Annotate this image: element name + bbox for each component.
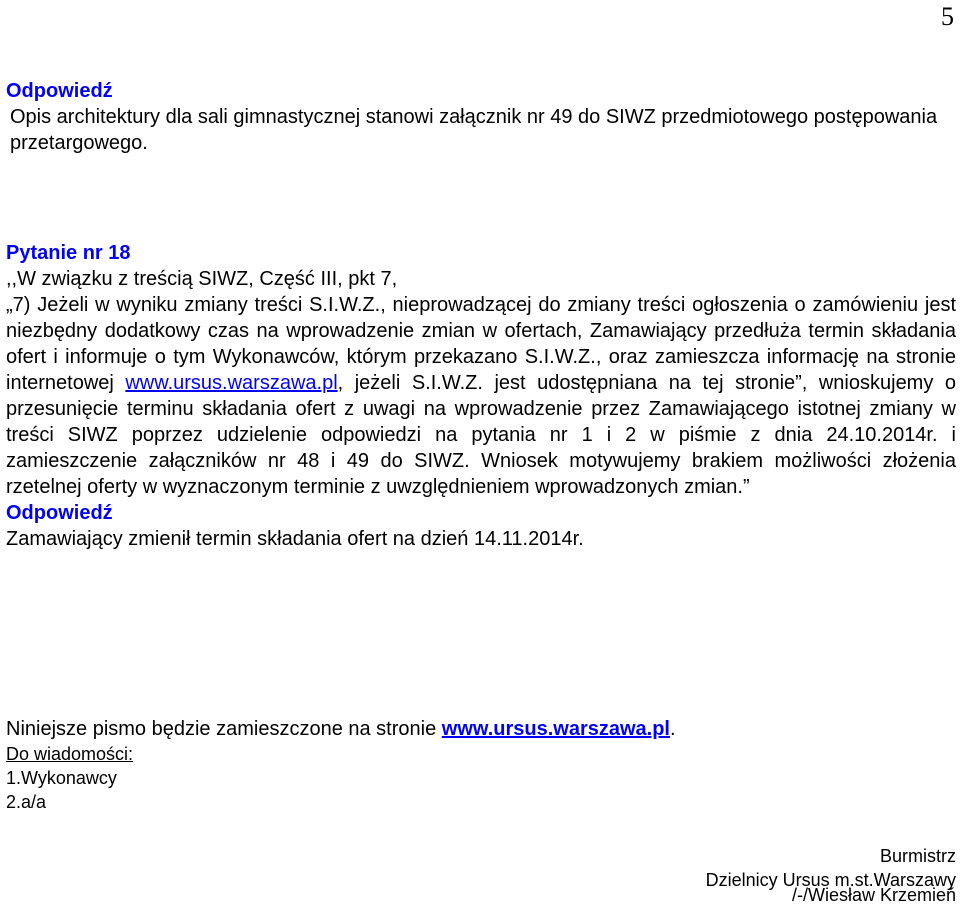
signature-name: /-/Wiesław Krzemień [791,885,956,905]
footer-section [6,716,956,814]
notice-text: Niniejsze pismo będzie zamieszczone na stronie [6,718,442,740]
publication-notice [6,716,956,742]
cc-item-2: 2.a/a [6,792,47,812]
signature-office: Dzielnicy Ursus m.st.Warszawy [705,870,956,890]
signature-name-block [6,884,956,906]
answer-heading-2: Odpowiedź [6,502,113,524]
question-body-part2: , jeżeli S.I.W.Z. jest udostępniana na tej stronie”, wnioskujemy o przesunięcie terminu składania ofert z uwagi na wprowadzenie przez Zamawiającego istotnej zmiany w treści SIWZ poprzez udzielenie odpowiedzi na pytania nr 1 i 2 w piśmie z dnia 24.10.2014r. i zamieszczenie załączników nr 48 i 49 do SIWZ. Wniosek motywujemy brakiem możliwości złożenia rzetelnej oferty w wyznaczonym terminie z uwzględnieniem wprowadzonych zmian.” [6,372,956,498]
question-body-part1: „7) Jeżeli w wyniku zmiany treści S.I.W.Z., nieprowadzącej do zmiany treści ogłoszenia o zamówieniu jest niezbędny dodatkowy czas na wprowadzenie zmian w ofertach, Zamawiający przedłuża termin składania ofert i informuje o tym Wykonawców, którym przekazano S.I.W.Z., oraz zamieszcza informację na stronie internetowej [6,294,956,394]
page-number: 5 [941,2,954,31]
website-link[interactable]: www.ursus.warszawa.pl [125,372,338,394]
answer-section-1 [6,78,956,156]
answer-text: Opis architektury dla sali gimnastycznej stanowi załącznik nr 49 do SIWZ przedmiotowego postępowania przetargowego. [10,106,938,154]
signature-title: Burmistrz [880,846,956,866]
question-body [6,292,956,500]
question-heading: Pytanie nr 18 [6,242,131,264]
notice-suffix: . [670,718,676,740]
question-intro: ,,W związku z treścią SIWZ, Część III, pkt 7, [6,268,398,290]
cc-item-1: 1.Wykonawcy [6,768,117,788]
answer-heading: Odpowiedź [6,80,113,102]
notice-link[interactable]: www.ursus.warszawa.pl [441,718,670,740]
question-section [6,240,956,552]
answer-text-2: Zamawiający zmienił termin składania ofert na dzień 14.11.2014r. [6,528,584,550]
cc-label: Do wiadomości: [6,744,134,764]
